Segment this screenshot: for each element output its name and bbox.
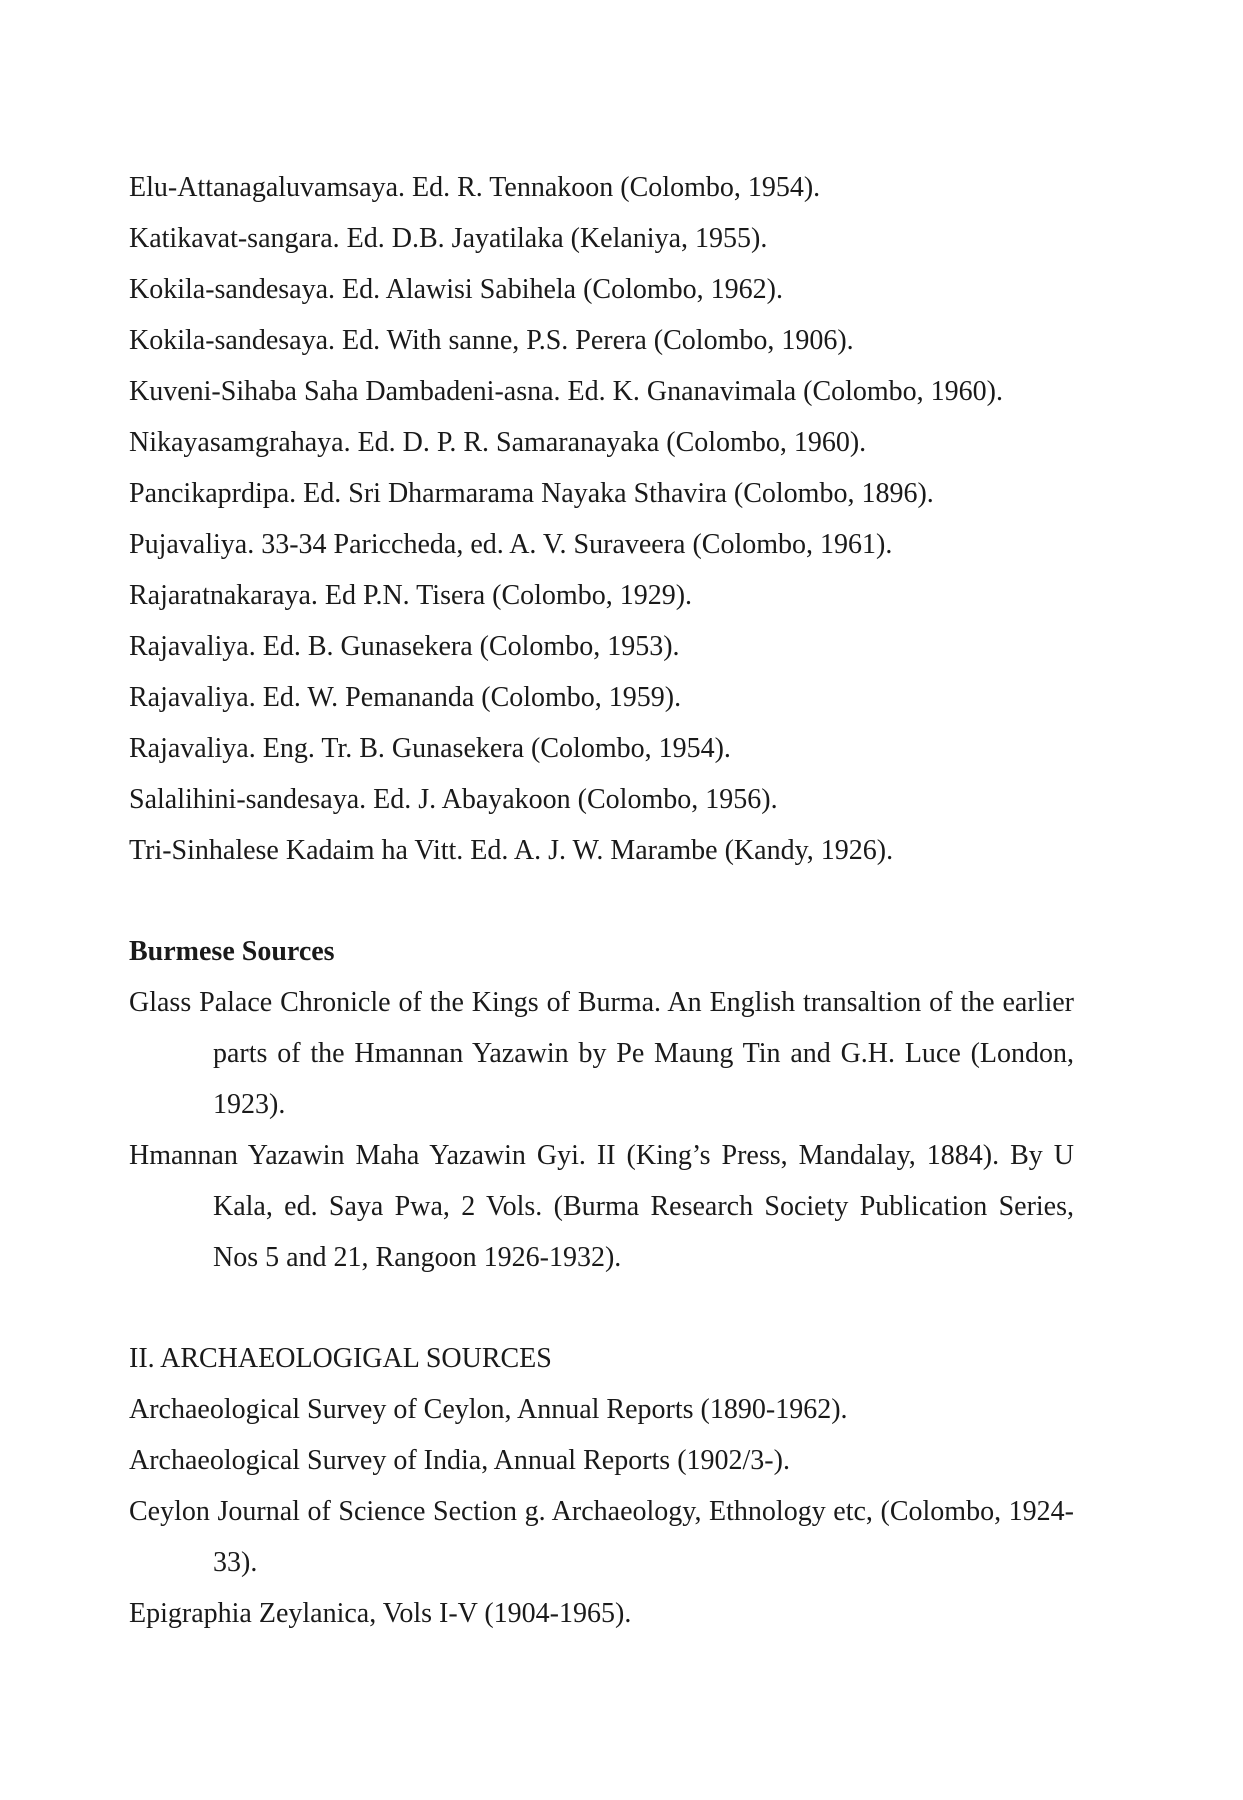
bibliography-entry: Glass Palace Chronicle of the Kings of Burma. An English transaltion of the earlier parts of the Hmannan Yazawin by Pe Maung Tin and G.H. Luce (London, 1923). [129,987,1074,1120]
bibliography-entry: Pujavaliya. 33-34 Pariccheda, ed. A. V. Suraveera (Colombo, 1961). [129,529,893,560]
bibliography-entry: Kokila-sandesaya. Ed. With sanne, P.S. Perera (Colombo, 1906). [129,325,854,356]
sinhalese-sources-list [129,162,1074,876]
bibliography-entry: Salalihini-sandesaya. Ed. J. Abayakoon (Colombo, 1956). [129,784,778,815]
bibliography-entry: Ceylon Journal of Science Section g. Archaeology, Ethnology etc, (Colombo, 1924-33). [129,1496,1074,1578]
bibliography-entry: Nikayasamgrahaya. Ed. D. P. R. Samaranayaka (Colombo, 1960). [129,427,867,458]
bibliography-entry: Katikavat-sangara. Ed. D.B. Jayatilaka (Kelaniya, 1955). [129,223,768,254]
bibliography-entry: Rajavaliya. Eng. Tr. B. Gunasekera (Colombo, 1954). [129,733,731,764]
bibliography-entry: Kuveni-Sihaba Saha Dambadeni-asna. Ed. K. Gnanavimala (Colombo, 1960). [129,376,1004,407]
bibliography-entry: Tri-Sinhalese Kadaim ha Vitt. Ed. A. J. W. Marambe (Kandy, 1926). [129,835,894,866]
archaeological-sources-section [129,1333,1074,1639]
bibliography-entry: Hmannan Yazawin Maha Yazawin Gyi. II (King’s Press, Mandalay, 1884). By U Kala, ed. Saya Pwa, 2 Vols. (Burma Research Society Publication Series, Nos 5 and 21, Rangoon 1926-1932). [129,1140,1074,1273]
bibliography-entry: Rajavaliya. Ed. B. Gunasekera (Colombo, 1953). [129,631,680,662]
section-heading: Burmese Sources [129,936,335,967]
burmese-sources-section [129,926,1074,1283]
section-heading: II. ARCHAEOLOGIGAL SOURCES [129,1343,552,1374]
bibliography-entry: Epigraphia Zeylanica, Vols I-V (1904-1965). [129,1598,632,1629]
bibliography-entry: Pancikaprdipa. Ed. Sri Dharmarama Nayaka Sthavira (Colombo, 1896). [129,478,934,509]
bibliography-entry: Rajavaliya. Ed. W. Pemananda (Colombo, 1959). [129,682,682,713]
bibliography-entry: Elu-Attanagaluvamsaya. Ed. R. Tennakoon (Colombo, 1954). [129,172,821,203]
bibliography-entry: Kokila-sandesaya. Ed. Alawisi Sabihela (Colombo, 1962). [129,274,783,305]
bibliography-entry: Rajaratnakaraya. Ed P.N. Tisera (Colombo, 1929). [129,580,693,611]
bibliography-entry: Archaeological Survey of Ceylon, Annual Reports (1890-1962). [129,1394,848,1425]
bibliography-entry: Archaeological Survey of India, Annual Reports (1902/3-). [129,1445,790,1476]
